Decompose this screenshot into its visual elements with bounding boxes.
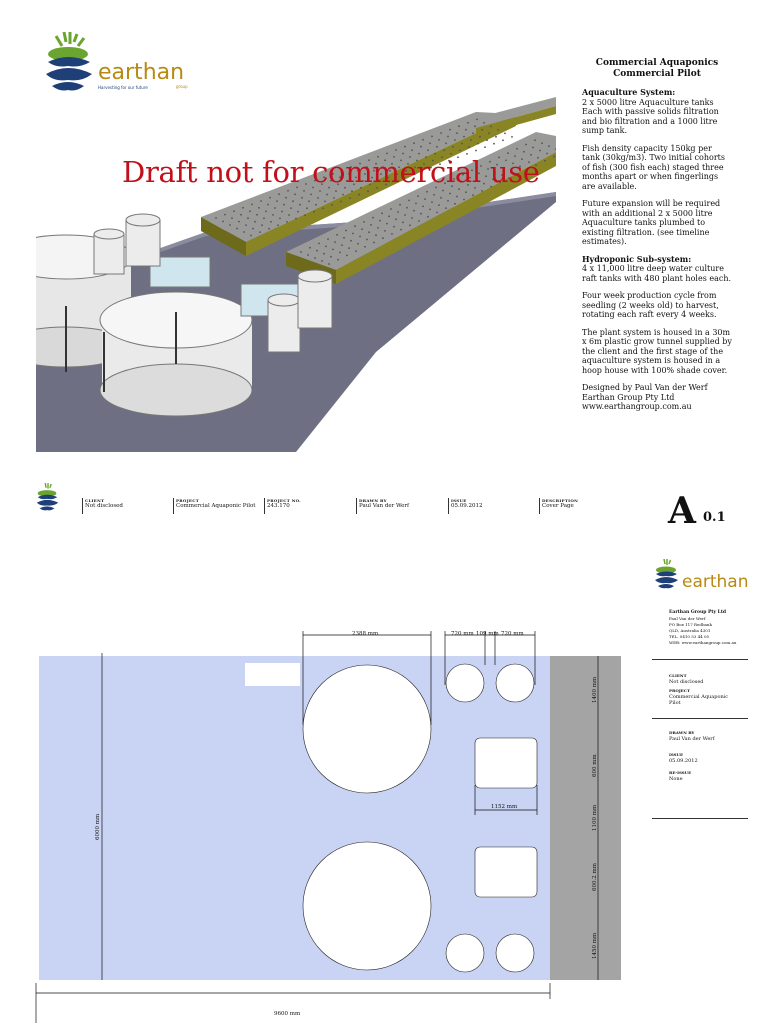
side-drawn-by	[669, 730, 759, 742]
small-tank-1	[446, 664, 484, 702]
side-logo-icon	[652, 558, 682, 592]
tb-drawn-by-label: DRAWN BY	[359, 498, 387, 503]
brand-logo	[40, 32, 200, 98]
dim-overall-width: 9600 mm	[274, 1011, 301, 1017]
side-reissue-label: RE-ISSUE	[669, 770, 692, 775]
tb-issue-label: ISSUE	[451, 498, 467, 503]
tb-client-label: CLIENT	[85, 498, 105, 503]
sheet-number: 0.1	[703, 510, 726, 525]
side-person: Paul Van der Werf	[669, 616, 706, 621]
side-company: Earthan Group Pty Ltd	[669, 610, 727, 615]
dim-filter-width: 1152 mm	[491, 804, 518, 810]
plan-grey-strip	[550, 656, 621, 980]
side-client-value: Not disclosed	[669, 679, 704, 685]
tb-drawn-by-value: Paul Van der Werf	[359, 503, 410, 509]
side-divider	[652, 718, 748, 719]
brand-tagline: Harvesting for our future	[98, 85, 148, 90]
side-reissue-value: None	[669, 776, 683, 782]
side-divider	[652, 659, 748, 660]
tb-description	[539, 498, 578, 514]
tb-client-value: Not disclosed	[85, 503, 123, 509]
side-client	[669, 673, 759, 685]
brand-group-word: group	[176, 84, 188, 89]
filter-box-1	[475, 738, 537, 788]
side-state: QLD, Australia 4301	[669, 628, 711, 633]
side-pobox: PO Box 117 Redbank	[669, 622, 712, 627]
dim-right-5: 1450 mm	[592, 932, 598, 959]
description-title	[582, 58, 732, 80]
tb-issue-value: 05.09.2012	[451, 503, 483, 509]
side-project-label: PROJECT	[669, 688, 690, 693]
earthan-logo-icon	[40, 32, 100, 96]
draft-watermark: Draft not for commercial use	[122, 155, 540, 189]
side-drawn-by-label: DRAWN BY	[669, 730, 695, 735]
small-tank-3	[446, 934, 484, 972]
dim-right-1: 1400 mm	[592, 676, 598, 703]
side-logo	[652, 558, 762, 598]
side-wordmark: earthan	[682, 572, 749, 592]
title-line-2: Commercial Pilot	[613, 69, 701, 79]
company-website: www.earthangroup.com.au	[582, 402, 692, 411]
system-3d-render	[36, 92, 556, 452]
side-client-label: CLIENT	[669, 673, 687, 678]
side-tel: TEL. 0410 53 44 05	[669, 634, 710, 639]
plan-area	[39, 656, 550, 980]
dim-small-b: 720 mm	[501, 631, 524, 637]
hydro-heading: Hydroponic Sub-system:	[582, 253, 692, 264]
side-reissue	[669, 770, 759, 782]
tb-drawn-by	[356, 498, 409, 514]
project-description	[582, 58, 732, 412]
aqua-heading: Aquaculture System:	[582, 87, 676, 97]
filter-box-2	[475, 847, 537, 897]
designed-by: Designed by Paul Van der Werf	[582, 383, 708, 392]
tb-description-label: DESCRIPTION	[542, 498, 579, 503]
tb-client	[82, 498, 123, 514]
dim-gap: 109 mm	[476, 631, 499, 637]
tb-description-value: Cover Page	[542, 503, 574, 509]
side-issue-value: 05.09.2012	[669, 758, 698, 764]
fish-tank-front	[100, 292, 252, 416]
tb-project-no-value: 243.170	[267, 503, 290, 509]
tb-project-no-label: PROJECT NO.	[267, 498, 301, 503]
dim-big-tank: 2388 mm	[352, 631, 379, 637]
side-issue	[669, 752, 759, 764]
company-name: Earthan Group Pty Ltd	[582, 392, 675, 402]
aqua-text: 2 x 5000 litre Aquaculture tanks Each with passive solids filtration and bio filtration and a 1000 litre sump tank.	[582, 97, 719, 135]
dim-small-a: 720 mm	[451, 631, 474, 637]
fish-text: Fish density capacity 150kg per tank (30kg/m3). Two initial cohorts of fish (300 fish each) staged three months apart or when fingerlings are available.	[582, 143, 725, 191]
small-tank-2	[496, 664, 534, 702]
small-tank-4	[496, 934, 534, 972]
floor-plan	[30, 625, 630, 1023]
brand-wordmark: earthan	[98, 60, 185, 85]
side-project-value-2: Pilot	[669, 700, 681, 706]
dim-right-3: 1100 mm	[592, 804, 598, 831]
side-company-block	[669, 610, 759, 646]
plan-label-box	[245, 663, 300, 686]
tb-project-label: PROJECT	[176, 498, 200, 503]
cycle-text: Four week production cycle from seedling (2 weeks old) to harvest, rotating each raft every 4 weeks.	[582, 291, 719, 319]
tb-issue	[448, 498, 483, 514]
title-line-1: Commercial Aquaponics	[595, 58, 719, 68]
sheet-letter: A	[668, 490, 696, 532]
dim-right-2: 600 mm	[592, 754, 598, 777]
tb-project-no	[264, 498, 301, 514]
hydro-text: 4 x 11,000 litre deep water culture raft tanks with 480 plant holes each.	[582, 264, 732, 283]
side-web: WEB: www.earthangroup.com.au	[669, 640, 737, 645]
big-tank-2	[303, 842, 431, 970]
side-divider	[652, 818, 748, 819]
tb-project-value: Commercial Aquaponic Pilot	[176, 503, 256, 509]
side-issue-label: ISSUE	[669, 752, 684, 757]
housing-text: The plant system is housed in a 30m x 6m plastic grow tunnel supplied by the client and the first stage of the aquaculture system is housed in a hoop house with 100% shade cover.	[582, 327, 732, 375]
side-project	[669, 688, 759, 706]
big-tank-1	[303, 665, 431, 793]
side-project-value-1: Commercial Aquaponic	[669, 694, 729, 700]
dim-overall-height: 6000 mm	[95, 813, 101, 840]
side-drawn-by-value: Paul Van der Werf	[669, 736, 715, 742]
dim-right-4: 600.2 mm	[592, 863, 598, 891]
future-text: Future expansion will be required with an additional 2 x 5000 litre Aquaculture tanks plumbed to existing filtration. (see timeline estimates).	[582, 199, 721, 246]
tb-project	[173, 498, 255, 514]
titleblock-logo-icon	[34, 480, 62, 516]
